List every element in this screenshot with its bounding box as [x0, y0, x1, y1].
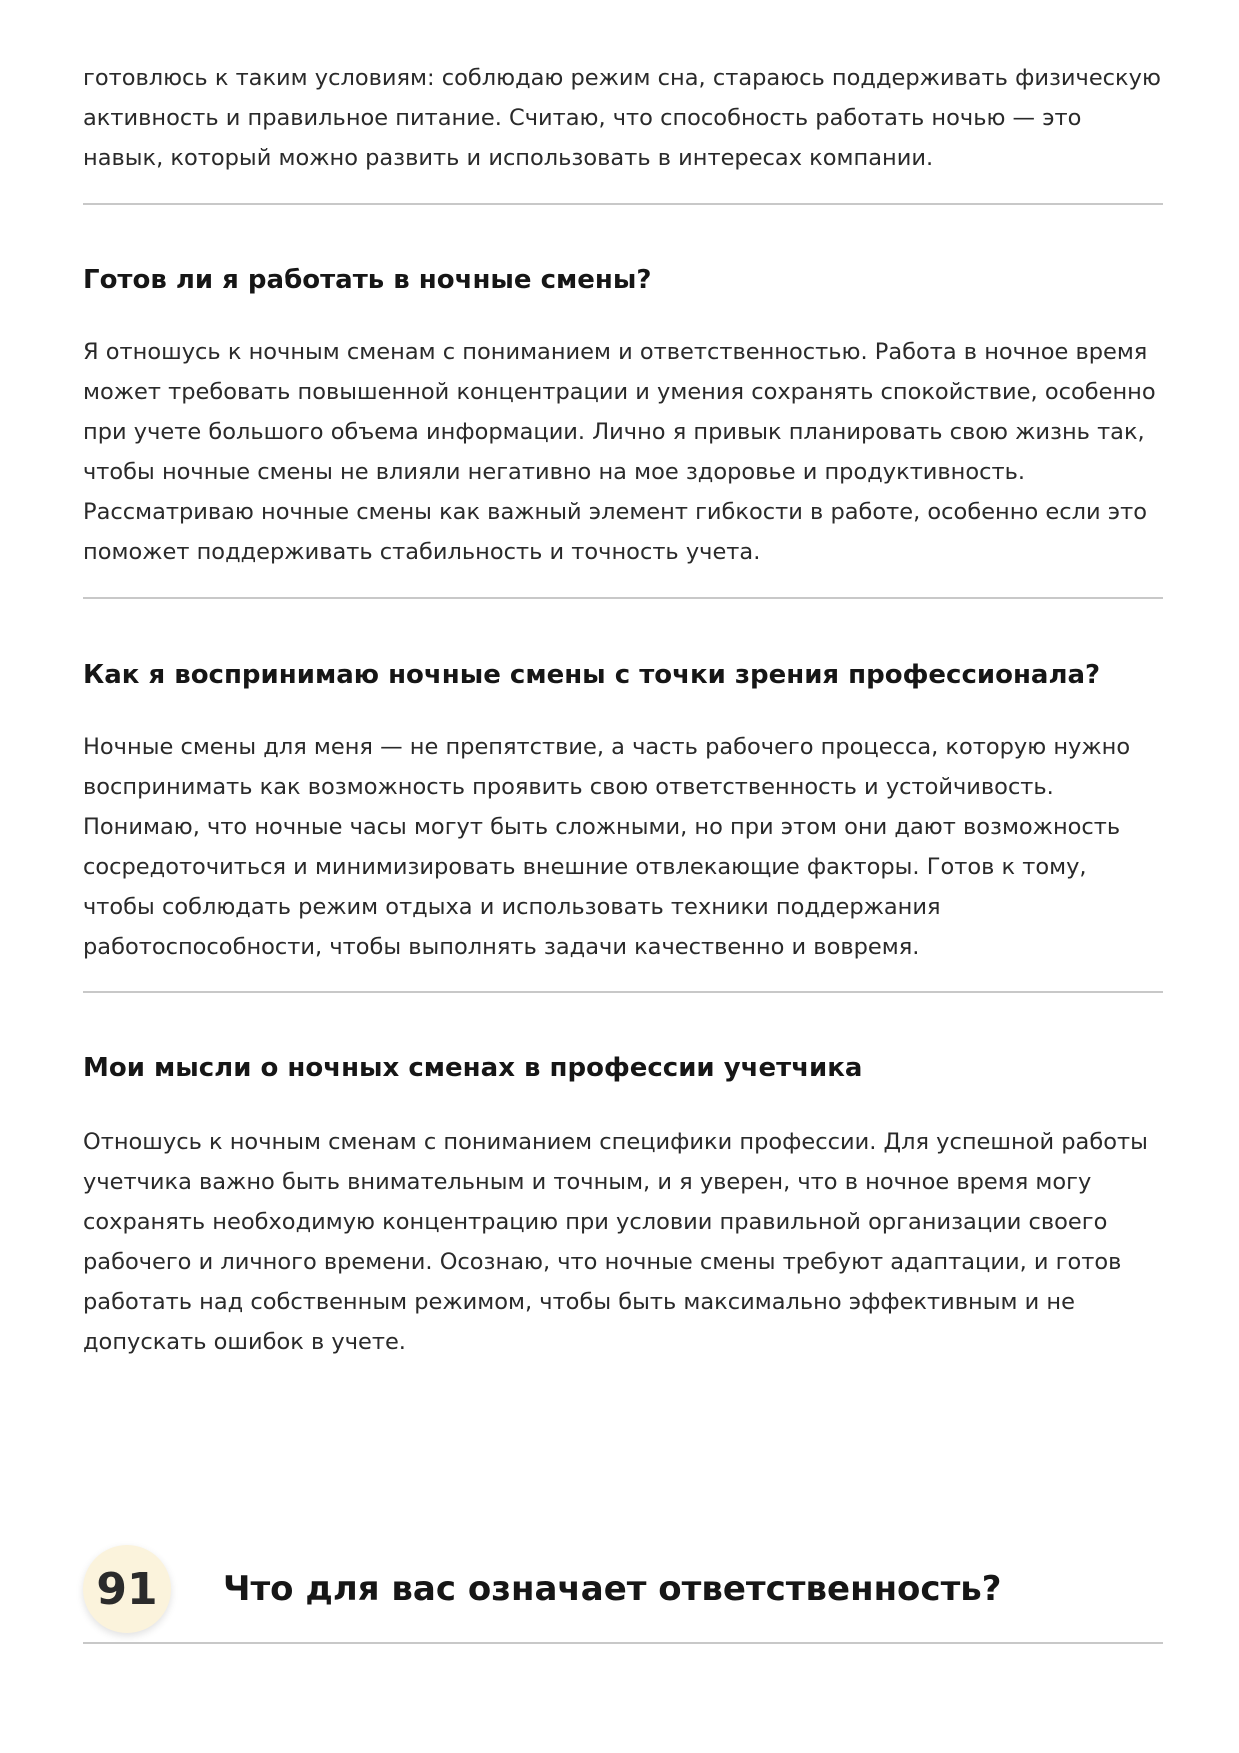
section-title: Готов ли я работать в ночные смены?	[83, 265, 652, 295]
question-divider	[83, 1642, 1163, 1644]
section-body: Отношусь к ночным сменам с пониманием специфики профессии. Для успешной работы учетчика важно быть внимательным и точным, и я уверен, что в ночное время могу сохранять необходимую концентрацию при условии правильной организации своего рабочего и личного времени. Осознаю, что ночные смены требуют адаптации, и готов работать над собственным режимом, чтобы быть максимально эффективным и не допускать ошибок в учете.	[83, 1129, 1148, 1355]
section-title: Как я воспринимаю ночные смены с точки зрения профессионала?	[83, 660, 1101, 690]
question-title: Что для вас означает ответственность?	[223, 1569, 1002, 1609]
section-divider	[83, 203, 1163, 205]
section-title: Мои мысли о ночных сменах в профессии учетчика	[83, 1053, 863, 1083]
section-body: Ночные смены для меня — не препятствие, а часть рабочего процесса, которую нужно воспринимать как возможность проявить свою ответственность и устойчивость. Понимаю, что ночные часы могут быть сложными, но при этом они дают возможность сосредоточиться и минимизировать внешние отвлекающие факторы. Готов к тому, чтобы соблюдать режим отдыха и использовать техники поддержания работоспособности, чтобы выполнять задачи качественно и вовремя.	[83, 734, 1131, 960]
section-divider	[83, 597, 1163, 599]
section-body: Я отношусь к ночным сменам с пониманием и ответственностью. Работа в ночное время может требовать повышенной концентрации и умения сохранять спокойствие, особенно при учете большого объема информации. Лично я привык планировать свою жизнь так, чтобы ночные смены не влияли негативно на мое здоровье и продуктивность. Рассматриваю ночные смены как важный элемент гибкости в работе, особенно если это поможет поддерживать стабильность и точность учета.	[83, 339, 1156, 565]
section-divider	[83, 991, 1163, 993]
intro-paragraph: готовлюсь к таким условиям: соблюдаю режим сна, стараюсь поддерживать физическую активность и правильное питание. Считаю, что способность работать ночью — это навык, который можно развить и использовать в интересах компании.	[83, 65, 1161, 171]
question-number-badge: 91	[83, 1545, 171, 1633]
